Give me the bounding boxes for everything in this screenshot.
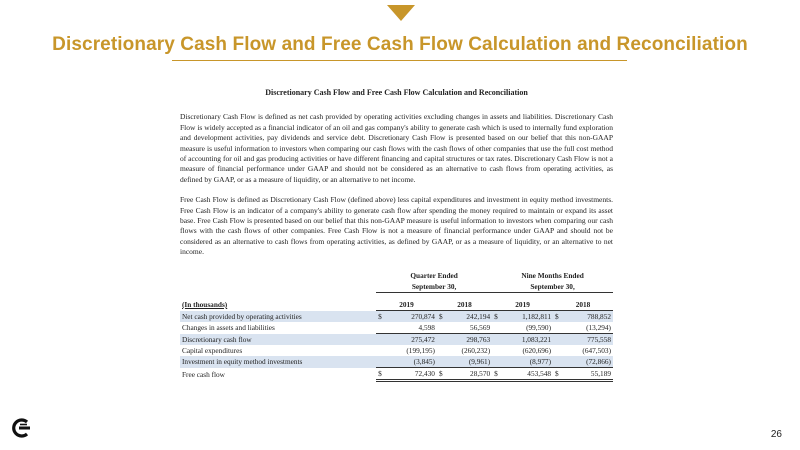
page-number: 26	[770, 429, 782, 440]
cell-value: (3,845)	[386, 356, 437, 368]
row-label: Investment in equity method investments	[180, 356, 376, 368]
table-row	[180, 334, 613, 346]
cell-value: (199,195)	[406, 346, 435, 355]
year-header: 2019	[492, 293, 553, 311]
cell-value: 56,569	[447, 322, 492, 334]
year-header: 2018	[553, 293, 613, 311]
paragraph-discretionary-cash-flow: Discretionary Cash Flow is defined as net cash provided by operating activities excluding changes in assets and liabilities. Discretionary Cash Flow is widely accepted as a financial indicator of an oil and gas company's ability to generate cash which is used to internally fund exploration and development activities, pay dividends and service debt. Discretionary Cash Flow is presented based on our belief that this non-GAAP measure is useful information to investors when comparing our cash flows with the cash flows of other companies that use the full cost method of accounting for oil and gas producing activities or have different financing and capital structures or tax rates. Discretionary Cash Flow is not a measure of financial performance under GAAP and should not be considered as an alternative to cash flows from operating activities, as defined by GAAP, or as a measure of liquidity, or an alternative to net income.	[180, 112, 613, 184]
cell-value: 72,430	[386, 368, 437, 381]
cell-value: (13,294)	[563, 322, 613, 334]
cell-value: (260,232)	[461, 346, 491, 355]
row-label: Free cash flow	[182, 369, 225, 379]
slide-title: Discretionary Cash Flow and Free Cash Flow Calculation and Reconciliation	[52, 34, 748, 55]
cell-value: (72,866)	[563, 356, 613, 368]
table-row	[180, 345, 613, 356]
currency-symbol: $	[492, 311, 502, 323]
currency-symbol: $	[376, 311, 386, 323]
reconciliation-table	[180, 270, 613, 382]
table-row	[180, 311, 613, 323]
currency-symbol: $	[553, 311, 563, 323]
cell-value: 775,558	[563, 334, 613, 346]
nine-months-line2: September 30,	[530, 282, 575, 291]
quarter-ended-line2: September 30,	[411, 282, 457, 291]
currency-symbol: $	[553, 368, 563, 381]
table-row	[180, 368, 613, 381]
row-label: Capital expenditures	[182, 346, 243, 355]
cell-value: (620,696)	[522, 346, 552, 355]
cell-value: 1,182,811	[502, 311, 553, 323]
table-row	[180, 356, 613, 368]
cell-value: 270,874	[386, 311, 437, 323]
cell-value: (647,503)	[582, 346, 611, 355]
cell-value: 453,548	[502, 368, 553, 381]
table-year-header	[180, 293, 613, 311]
row-label: Changes in assets and liabilities	[182, 323, 275, 333]
cell-value: 788,852	[563, 311, 613, 323]
document-body	[180, 88, 613, 268]
cell-value: 4,598	[386, 322, 437, 334]
cell-value: 28,570	[447, 368, 492, 381]
quarter-ended-header	[376, 270, 492, 293]
nine-months-header	[492, 270, 613, 293]
nine-months-line1: Nine Months Ended	[521, 271, 584, 280]
cell-value: 242,194	[447, 311, 492, 323]
company-logo-icon	[10, 418, 32, 438]
row-label: Discretionary cash flow	[180, 334, 376, 346]
units-label: (In thousands)	[182, 300, 228, 309]
currency-symbol: $	[376, 368, 386, 381]
year-header: 2019	[376, 293, 437, 311]
cell-value: (9,961)	[447, 356, 492, 368]
row-label: Net cash provided by operating activities	[180, 311, 376, 323]
paragraph-free-cash-flow: Free Cash Flow is defined as Discretionary Cash Flow (defined above) less capital expenditures and investment in equity method investments. Free Cash Flow is an indicator of a company's ability to generate cash flow after spending the money required to maintain or expand its asset base. Free Cash Flow is presented based on our belief that this non-GAAP measure is useful information to investors when comparing our cash flows with the cash flows of other companies. Free Cash Flow is not a measure of financial performance under GAAP and should not be considered as an alternative to cash flows from operating activities, as defined by GAAP, or as a measure of liquidity, or an alternative to net income.	[180, 195, 613, 257]
quarter-ended-line1: Quarter Ended	[410, 271, 458, 280]
title-divider	[172, 60, 627, 61]
currency-symbol: $	[437, 368, 447, 381]
currency-symbol: $	[437, 311, 447, 323]
currency-symbol: $	[492, 368, 502, 381]
chevron-down-icon	[387, 5, 415, 21]
document-title: Discretionary Cash Flow and Free Cash Flow Calculation and Reconciliation	[265, 88, 528, 97]
cell-value: (8,977)	[502, 356, 553, 368]
cell-value: 275,472	[386, 334, 437, 346]
cell-value: 55,189	[563, 368, 613, 381]
cell-value: (99,590)	[502, 322, 553, 334]
table-group-header	[180, 270, 613, 293]
cell-value: 1,083,221	[502, 334, 553, 346]
year-header: 2018	[437, 293, 492, 311]
table-row	[180, 322, 613, 334]
cell-value: 298,763	[447, 334, 492, 346]
